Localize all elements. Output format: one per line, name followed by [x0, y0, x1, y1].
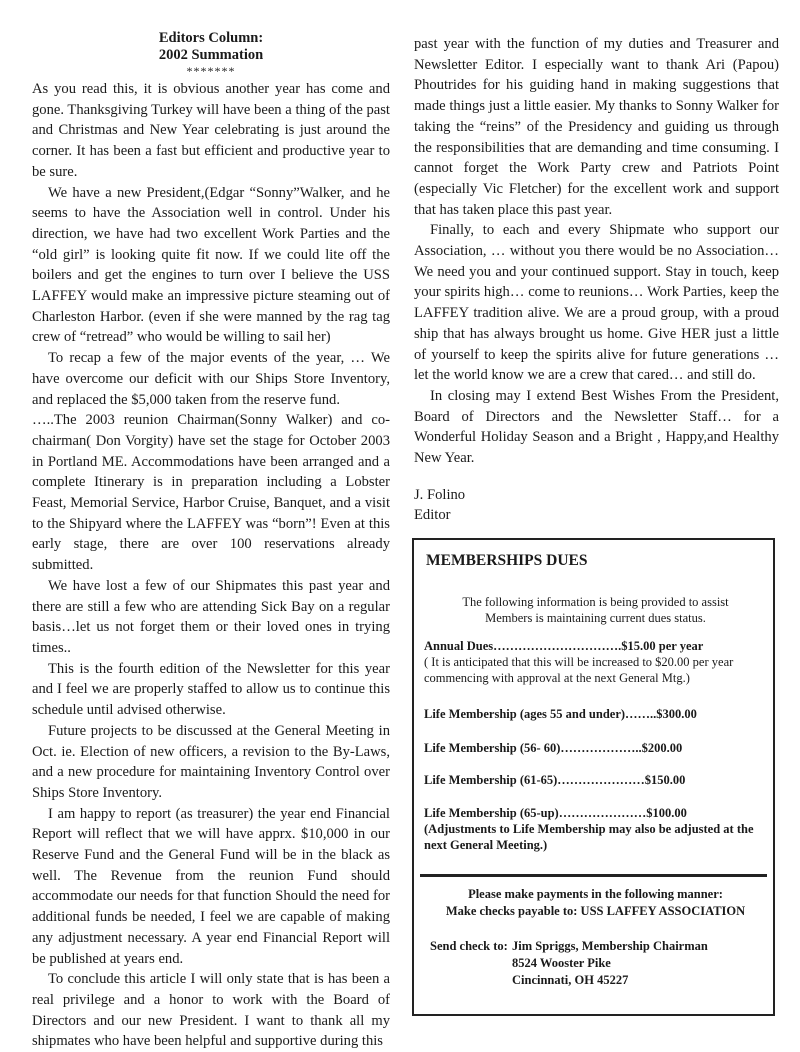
paragraph: As you read this, it is obvious another year has come and gone. Thanksgiving Turkey will have been a thing of the past and Christmas and New Year celebrating is just around the corner. It has been a fast but efficient and productive year to be sure.: [32, 81, 390, 180]
life-membership-55-under: Life Membership (ages 55 and under)……..$300.00: [424, 707, 697, 721]
membership-dues-box: [412, 538, 775, 1016]
signature-name: J. Folino: [414, 486, 466, 503]
send-check-street: 8524 Wooster Pike: [512, 956, 611, 970]
column-heading: Editors Column:: [158, 30, 264, 46]
send-check-name: Jim Spriggs, Membership Chairman: [512, 939, 708, 953]
column-subheading: 2002 Summation: [158, 47, 264, 63]
payable-to: Make checks payable to: USS LAFFEY ASSOCIATION: [445, 904, 746, 918]
paragraph: We have a new President,(Edgar “Sonny”Walker, and he seems to have the Association well in control. Under his direction, we have had two excellent Work Parties and the “old girl” is looking quite fit now. If we could lite off the boilers and get the engines to turn over I believe the USS LAFFEY would make an impressive picture steaming out of Charleston Harbor. (even if she were manned by the rag tag crew of “retread” who would be willing to sail her): [32, 184, 390, 346]
life-membership-note: (Adjustments to Life Membership may also be adjusted at the next General Meeting.): [424, 822, 754, 852]
paragraph: past year with the function of my duties and Treasurer and Newsletter Editor. I especially want to thank Ari (Papou) Phoutrides for his guiding hand in making suggestions that made things just a little easier. My thanks to Sonny Walker for taking the “reins” of the Presidency and guiding us through the responsibilities that are demanding and time consuming. I cannot forget the Work Party crew and Patriots Point (especially Vic Fletcher) for the excellent work and support that has taken place this past year.: [414, 36, 779, 218]
divider: [420, 874, 767, 877]
paragraph: I am happy to report (as treasurer) the year end Financial Report will reflect that we will have apprx. $10,000 in our Reserve Fund and the General Fund will be in the black as well. The Revenue from the reunion Fund should accommodate our needs for that function Should the need for additional funds be needed, I feel we are capable of making any adjustment necessary. A year end Financial Report will be published at years end.: [32, 805, 390, 967]
paragraph: Finally, to each and every Shipmate who support our Association, … without you there would be no Association… We need you and your continued support. Stay in touch, keep your spirits high… come to reunions… Work Parties, keep the LAFFEY tradition alive. We are a proud group, with a proud ship that has always brought us home. Give HER just a little of yourself to keep the spirits alive for future generations … let the world know we are a crew that cared… and still do.: [414, 222, 779, 384]
annual-dues: Annual Dues………………………….$15.00 per year: [424, 639, 704, 653]
paragraph: …..The 2003 reunion Chairman(Sonny Walker) and co-chairman( Don Vorgity) have set the stage for October 2003 in Portland ME. Accommodations have been arranged and a complete Itinerary is in preparation including a Lobster Feast, Memorial Service, Harbor Cruise, Banquet, and a visit to the Shipyard where the LAFFEY was “born”! Even at this early stage, there are over 100 reservations already submitted.: [32, 412, 390, 574]
send-check-city: Cincinnati, OH 45227: [512, 973, 629, 987]
left-column: [32, 30, 390, 1052]
separator-stars: *******: [186, 64, 236, 78]
dues-title: MEMBERSHIPS DUES: [426, 552, 588, 569]
dues-intro: [434, 594, 757, 626]
paragraph: This is the fourth edition of the Newsletter for this year and I feel we are properly staffed to allow us to continue this schedule until advised otherwise.: [32, 660, 390, 719]
annual-dues-note: ( It is anticipated that this will be increased to $20.00 per year commencing with approval at the next General Mtg.): [424, 655, 734, 685]
paragraph: To conclude this article I will only state that is has been a real privilege and a honor to work with the Board of Directors and our new President. I want to thank all my shipmates who have been helpful and supportive during this: [32, 971, 390, 1050]
life-membership-61-65: Life Membership (61-65)…………………$150.00: [424, 773, 686, 787]
paragraph: To recap a few of the major events of the year, … We have overcome our deficit with our Ships Store Inventory, and replaced the $5,000 taken from the reserve fund.: [32, 350, 390, 408]
life-membership-65-up: Life Membership (65-up)…………………$100.00: [424, 806, 687, 820]
send-check-label: Send check to:: [430, 939, 508, 953]
dues-intro-line: Members is maintaining current dues status.: [485, 611, 706, 625]
life-membership-56-60: Life Membership (56- 60)………………..$200.00: [424, 741, 683, 755]
paragraph: In closing may I extend Best Wishes From the President, Board of Directors and the Newsletter Staff… for a Wonderful Holiday Season and a Bright , Happy,and Healthy New Year.: [414, 387, 779, 467]
dues-intro-line: The following information is being provided to assist: [462, 595, 729, 609]
signature-title: Editor: [414, 507, 451, 524]
payment-instructions: Please make payments in the following manner:: [468, 887, 723, 901]
right-column: [414, 34, 779, 526]
paragraph: Future projects to be discussed at the General Meeting in Oct. ie. Election of new officers, a revision to the By-Laws, and a new procedure for maintaining Inventory Control over Ships Store Inventory.: [32, 722, 390, 801]
paragraph: We have lost a few of our Shipmates this past year and there are still a few who are attending Sick Bay on a regular basis…let us not forget them or their loved ones in trying times..: [32, 577, 390, 656]
